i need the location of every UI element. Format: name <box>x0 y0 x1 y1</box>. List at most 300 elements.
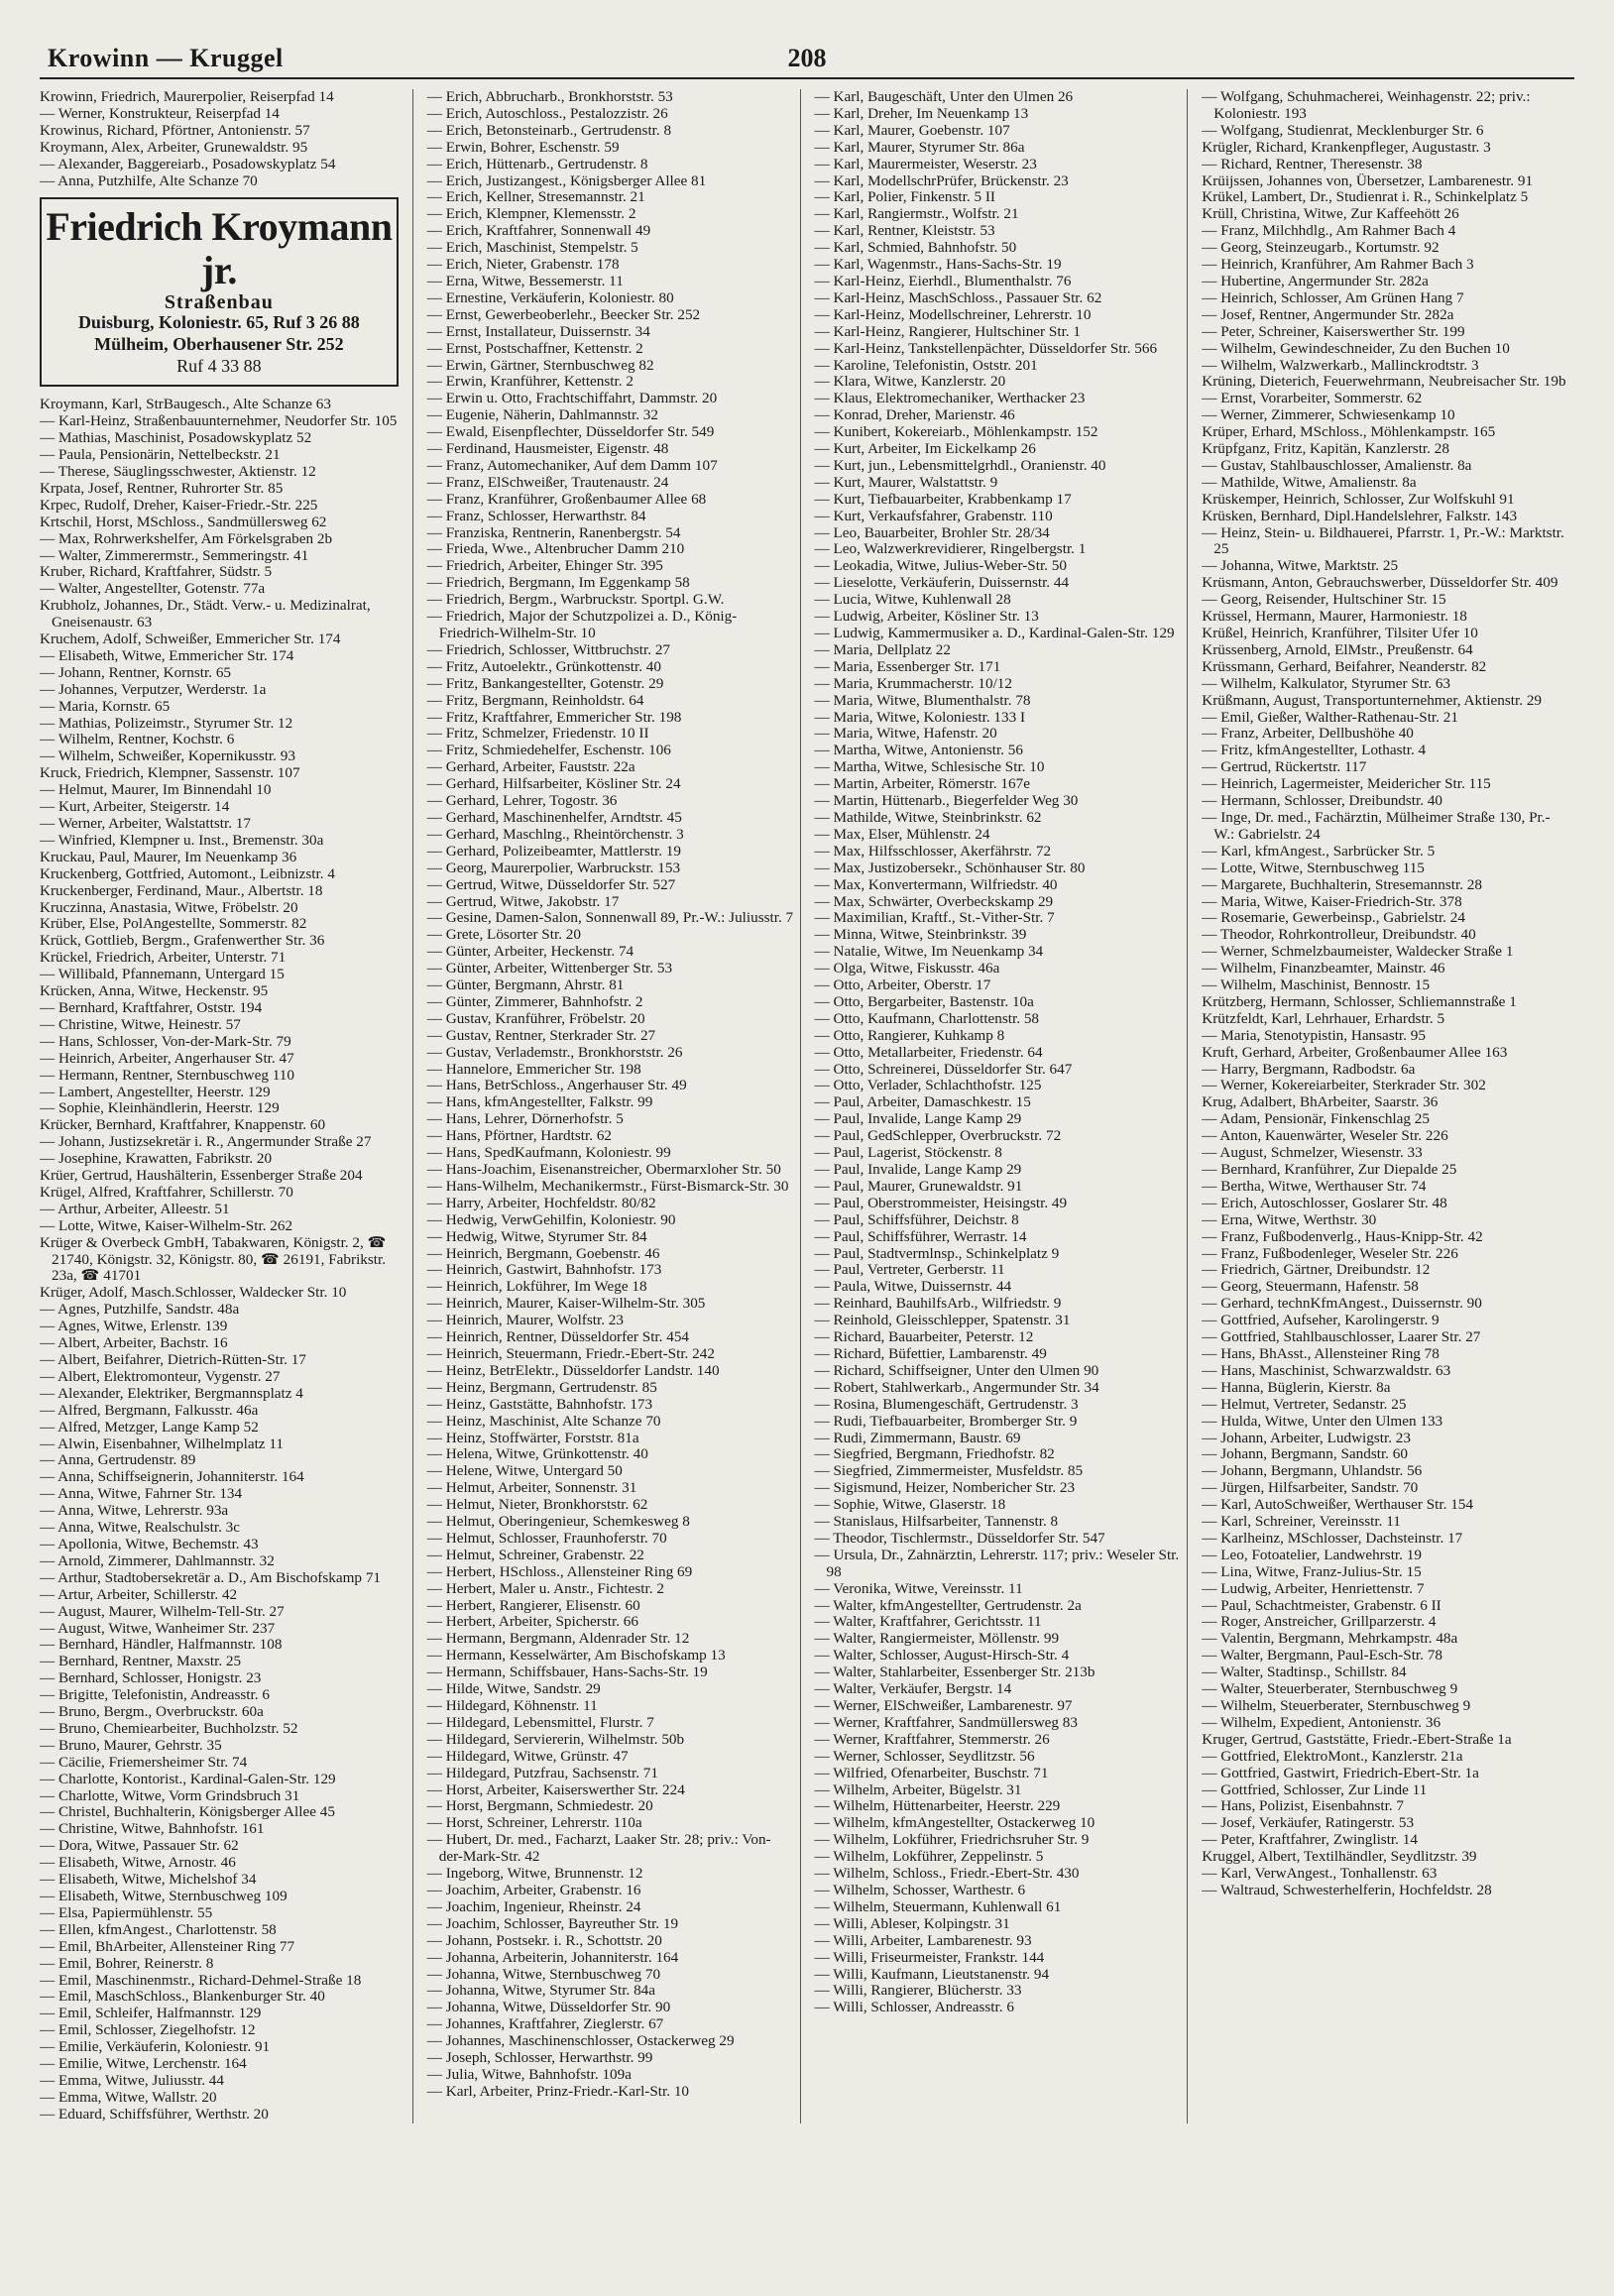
directory-entry: — Eduard, Schiffsführer, Werthstr. 20 <box>40 2105 269 2123</box>
directory-entry: — Erich, Betonsteinarb., Gertrudenstr. 8 <box>426 121 672 139</box>
directory-entry: — Rudi, Tiefbauarbeiter, Bromberger Str. 9 <box>814 1412 1078 1430</box>
directory-entry: — Friedrich, Arbeiter, Ehinger Str. 395 <box>426 557 663 575</box>
directory-entry: Krügler, Richard, Krankenpfleger, Augustastr. 3 <box>1202 138 1491 156</box>
directory-entry: — Johannes, Kraftfahrer, Zieglerstr. 67 <box>426 2015 664 2033</box>
directory-entry: — Bernhard, Schlosser, Honigstr. 23 <box>40 1669 262 1687</box>
directory-entry: — Joachim, Ingenieur, Rheinstr. 24 <box>426 1897 641 1915</box>
directory-entry: — Rosemarie, Gewerbeinsp., Gabrielstr. 24 <box>1202 909 1465 927</box>
directory-entry: — Helena, Witwe, Grünkottenstr. 40 <box>426 1445 648 1463</box>
directory-entry: — Helmut, Arbeiter, Sonnenstr. 31 <box>426 1479 637 1497</box>
directory-entry: — Kurt, Tiefbauarbeiter, Krabbenkamp 17 <box>814 490 1072 508</box>
directory-entry: — Ernestine, Verkäuferin, Koloniestr. 80 <box>426 288 674 306</box>
directory-entry: — Agnes, Putzhilfe, Sandstr. 48a <box>40 1301 240 1319</box>
directory-entry: — Ernst, Gewerbeoberlehr., Beecker Str. 252 <box>426 305 701 323</box>
directory-entry: — Hermann, Rentner, Sternbuschweg 110 <box>40 1066 294 1084</box>
directory-entry: — Kurt, Verkaufsfahrer, Grabenstr. 110 <box>814 507 1053 524</box>
directory-entry: Krüber, Else, PolAngestellte, Sommerstr. 82 <box>40 915 307 933</box>
directory-entry: Kruckenberg, Gottfried, Automont., Leibnizstr. 4 <box>40 864 335 882</box>
directory-entry: — Mathilde, Witwe, Steinbrinkstr. 62 <box>814 808 1042 826</box>
directory-entry: — Reinhold, Gleisschlepper, Spatenstr. 31 <box>814 1312 1071 1329</box>
page-header <box>40 44 1574 79</box>
directory-entry: — Hermann, Schiffsbauer, Hans-Sachs-Str. 19 <box>426 1664 708 1681</box>
directory-entry: — Maria, Krummacherstr. 10/12 <box>814 674 1012 692</box>
directory-entry: — Dora, Witwe, Passauer Str. 62 <box>40 1837 239 1855</box>
directory-entry: — Kurt, Arbeiter, Im Eickelkamp 26 <box>814 440 1036 458</box>
directory-entry: — Sophie, Witwe, Glaserstr. 18 <box>814 1496 1006 1514</box>
directory-entry: — Gerhard, Hilfsarbeiter, Kösliner Str. 24 <box>426 775 681 793</box>
directory-entry: — Natalie, Witwe, Im Neuenkamp 34 <box>814 943 1044 961</box>
directory-entry: — Grete, Lösorter Str. 20 <box>426 926 581 944</box>
directory-entry: — Erich, Autoschloss., Pestalozzistr. 26 <box>426 104 668 122</box>
directory-entry: — Heinrich, Maurer, Wolfstr. 23 <box>426 1312 624 1329</box>
directory-entry: — Reinhard, BauhilfsArb., Wilfriedstr. 9 <box>814 1295 1062 1313</box>
running-head: Krowinn — Kruggel <box>48 44 284 72</box>
directory-entry: — Erich, Hüttenarb., Gertrudenstr. 8 <box>426 155 648 172</box>
directory-entry: — Jürgen, Hilfsarbeiter, Sandstr. 70 <box>1202 1479 1419 1497</box>
directory-entry: — Karl, Schreiner, Vereinsstr. 11 <box>1202 1513 1401 1531</box>
directory-entry: — Wilhelm, Maschinist, Bennostr. 15 <box>1202 976 1431 994</box>
directory-entry: — Werner, Kraftfahrer, Stemmerstr. 26 <box>814 1730 1050 1748</box>
directory-entry: Krüskemper, Heinrich, Schlosser, Zur Wolfskuhl 91 <box>1202 490 1515 508</box>
directory-entry: — Ludwig, Arbeiter, Henriettenstr. 7 <box>1202 1579 1425 1597</box>
directory-entry: — Anna, Putzhilfe, Alte Schanze 70 <box>40 172 258 189</box>
directory-entry: — Heinrich, Steuermann, Friedr.-Ebert-Str. 242 <box>426 1344 715 1362</box>
directory-entry: — Ingeborg, Witwe, Brunnenstr. 12 <box>426 1865 643 1883</box>
directory-entry: — Karl, Polier, Finkenstr. 5 II <box>814 188 995 206</box>
directory-entry: — Gertrud, Rückertstr. 117 <box>1202 758 1367 776</box>
directory-entry: — Franz, Milchhdlg., Am Rahmer Bach 4 <box>1202 222 1456 240</box>
directory-entry: — Kurt, Maurer, Walstattstr. 9 <box>814 473 998 491</box>
directory-entry: — Gesine, Damen-Salon, Sonnenwall 89, Pr.-W.: Juliusstr. 7 <box>426 909 794 927</box>
directory-entry: — Karl-Heinz, Modellschreiner, Lehrerstr. 10 <box>814 305 1092 323</box>
directory-entry: — Eugenie, Näherin, Dahlmannstr. 32 <box>426 406 658 424</box>
directory-entry: — Gerhard, Maschinenhelfer, Arndtstr. 45 <box>426 808 682 826</box>
directory-entry: — Maria, Essenberger Str. 171 <box>814 657 1001 675</box>
directory-entry: — Otto, Verlader, Schlachthofstr. 125 <box>814 1077 1042 1094</box>
directory-entry: — Karl, Dreher, Im Neuenkamp 13 <box>814 104 1029 122</box>
directory-entry: — Paul, Vertreter, Gerberstr. 11 <box>814 1261 1005 1279</box>
directory-entry: — Erich, Maschinist, Stempelstr. 5 <box>426 239 638 257</box>
directory-entry: — Bruno, Maurer, Gehrstr. 35 <box>40 1736 222 1754</box>
directory-entry: — Karl, VerwAngest., Tonhallenstr. 63 <box>1202 1865 1438 1883</box>
directory-entry: — August, Maurer, Wilhelm-Tell-Str. 27 <box>40 1602 285 1620</box>
directory-entry: — Maria, Witwe, Hafenstr. 20 <box>814 725 997 743</box>
directory-entry: Krützfeldt, Karl, Lehrhauer, Erhardstr. 5 <box>1202 1009 1445 1027</box>
directory-entry: — Arnold, Zimmerer, Dahlmannstr. 32 <box>40 1551 275 1569</box>
directory-entry: — Otto, Kaufmann, Charlottenstr. 58 <box>814 1009 1040 1027</box>
directory-entry: Krpec, Rudolf, Dreher, Kaiser-Friedr.-Str. 225 <box>40 496 318 514</box>
column-2 <box>427 89 801 2124</box>
directory-entry: — Paula, Pensionärin, Nettelbeckstr. 21 <box>40 446 281 464</box>
directory-entry: — Klaus, Elektromechaniker, Werthacker 23 <box>814 390 1086 407</box>
directory-entry: — Bernhard, Rentner, Maxstr. 25 <box>40 1653 242 1670</box>
directory-entry: — Gerhard, technKfmAngest., Duissernstr. 90 <box>1202 1295 1482 1313</box>
directory-entry: Kruckenberger, Ferdinand, Maur., Albertstr. 18 <box>40 881 323 899</box>
directory-entry: — Albert, Arbeiter, Bachstr. 16 <box>40 1334 228 1352</box>
directory-entry: — Albert, Elektromonteur, Vygenstr. 27 <box>40 1367 281 1385</box>
directory-entry: — Olga, Witwe, Fiskusstr. 46a <box>814 960 1000 977</box>
directory-entry: — Johann, Bergmann, Sandstr. 60 <box>1202 1445 1408 1463</box>
directory-entry: — Otto, Schreinerei, Düsseldorfer Str. 647 <box>814 1060 1073 1078</box>
directory-entry: — Paul, Schachtmeister, Grabenstr. 6 II <box>1202 1596 1441 1614</box>
directory-entry: — Anna, Witwe, Lehrerstr. 93a <box>40 1502 229 1520</box>
directory-entry: — Otto, Metallarbeiter, Friedenstr. 64 <box>814 1043 1043 1061</box>
directory-entry: — Minna, Witwe, Steinbrinkstr. 39 <box>814 926 1027 944</box>
directory-entry: — Paula, Witwe, Duissernstr. 44 <box>814 1278 1012 1296</box>
directory-entry: — Emil, MaschSchloss., Blankenburger Str. 40 <box>40 1988 325 2006</box>
directory-entry: — Wilhelm, Arbeiter, Bügelstr. 31 <box>814 1780 1022 1798</box>
directory-entry: — Cäcilie, Friemersheimer Str. 74 <box>40 1753 248 1771</box>
directory-entry: — Maria, Witwe, Kaiser-Friedrich-Str. 378 <box>1202 892 1462 910</box>
directory-entry: — Hulda, Witwe, Unter den Ulmen 133 <box>1202 1412 1443 1430</box>
directory-entry: — Franziska, Rentnerin, Ranenbergstr. 54 <box>426 523 681 541</box>
directory-entry: — Willi, Rangierer, Blücherstr. 33 <box>814 1982 1022 2000</box>
directory-entry: — Wilhelm, Lokführer, Friedrichsruher Str. 9 <box>814 1831 1090 1849</box>
directory-entry: — Karl, Maurer, Styrumer Str. 86a <box>814 138 1025 156</box>
directory-entry: — Günter, Arbeiter, Wittenberger Str. 53 <box>426 960 673 977</box>
directory-entry: — Johanna, Witwe, Düsseldorfer Str. 90 <box>426 1999 671 2016</box>
directory-entry: — Max, Rohrwerkshelfer, Am Förkelsgraben 2b <box>40 529 333 547</box>
directory-entry: — Heinz, Stoffwärter, Forststr. 81a <box>426 1429 639 1446</box>
directory-entry: — Karl, Arbeiter, Prinz-Friedr.-Karl-Str. 10 <box>426 2082 690 2100</box>
directory-entry: Krüger, Adolf, Masch.Schlosser, Waldecker Str. 10 <box>40 1284 347 1302</box>
directory-entry: — Gustav, Kranführer, Fröbelstr. 20 <box>426 1009 645 1027</box>
directory-entry: — Wilhelm, Rentner, Kochstr. 6 <box>40 731 235 748</box>
directory-entry: — Martha, Witwe, Antonienstr. 56 <box>814 742 1023 759</box>
directory-entry: — Heinrich, Lokführer, Im Wege 18 <box>426 1278 647 1296</box>
directory-entry: — Paul, Oberstrommeister, Heisingstr. 49 <box>814 1194 1068 1211</box>
directory-entry: — Alexander, Elektriker, Bergmannsplatz 4 <box>40 1384 303 1402</box>
directory-entry: Krug, Adalbert, BhArbeiter, Saarstr. 36 <box>1202 1093 1439 1111</box>
directory-entry: Krücker, Bernhard, Kraftfahrer, Knappenstr. 60 <box>40 1116 326 1134</box>
directory-entry: Krpata, Josef, Rentner, Ruhrorter Str. 85 <box>40 479 284 497</box>
directory-entry: — Horst, Arbeiter, Kaiserswerther Str. 224 <box>426 1780 685 1798</box>
directory-entry: — Karl, Baugeschäft, Unter den Ulmen 26 <box>814 88 1074 105</box>
directory-entry: — Winfried, Klempner u. Inst., Bremenstr. 30a <box>40 831 324 849</box>
directory-entry: — Georg, Steinzeugarb., Kortumstr. 92 <box>1202 239 1440 257</box>
directory-entry: — Franz, Schlosser, Herwarthstr. 84 <box>426 507 646 524</box>
directory-entry: Kruczinna, Anastasia, Witwe, Fröbelstr. 20 <box>40 898 298 916</box>
directory-entry: — Sophie, Kleinhändlerin, Heerstr. 129 <box>40 1099 280 1117</box>
directory-entry: — Karl, Maurermeister, Weserstr. 23 <box>814 155 1037 172</box>
directory-entry: — Elisabeth, Witwe, Sternbuschweg 109 <box>40 1888 288 1904</box>
directory-entry: — Heinz, Gaststätte, Bahnhofstr. 173 <box>426 1395 653 1413</box>
directory-entry: — Helmut, Schreiner, Grabenstr. 22 <box>426 1546 644 1563</box>
directory-entry: — Bernhard, Händler, Halfmannstr. 108 <box>40 1636 283 1654</box>
directory-entry: — Ludwig, Arbeiter, Kösliner Str. 13 <box>814 608 1039 626</box>
directory-entry: — Robert, Stahlwerkarb., Angermunder Str. 34 <box>814 1378 1099 1396</box>
directory-entry: — Fritz, Schmelzer, Friedenstr. 10 II <box>426 725 649 743</box>
directory-entry: — Georg, Maurerpolier, Warbruckstr. 153 <box>426 859 681 876</box>
directory-entry: Krützberg, Hermann, Schlosser, Schliemannstraße 1 <box>1202 992 1517 1010</box>
directory-entry: — Otto, Rangierer, Kuhkamp 8 <box>814 1026 1005 1044</box>
directory-entry: — Richard, Bauarbeiter, Peterstr. 12 <box>814 1328 1034 1346</box>
directory-entry: — Fritz, Schmiedehelfer, Eschenstr. 106 <box>426 742 671 759</box>
directory-entry: — Karl, kfmAngest., Sarbrücker Str. 5 <box>1202 842 1436 860</box>
directory-entry: — Erwin u. Otto, Frachtschiffahrt, Dammstr. 20 <box>426 390 718 407</box>
directory-entry: — Adam, Pensionär, Finkenschlag 25 <box>1202 1110 1430 1128</box>
directory-entry: — Walter, Rangiermeister, Möllenstr. 99 <box>814 1630 1060 1648</box>
directory-entry: — Franz, Automechaniker, Auf dem Damm 107 <box>426 456 718 474</box>
directory-entry: — Alexander, Baggereiarb., Posadowskyplatz 54 <box>40 155 336 172</box>
directory-entry: — Erich, Abbrucharb., Bronkhorststr. 53 <box>426 88 673 105</box>
directory-entry: — Therese, Säuglingsschwester, Aktienstr. 12 <box>40 462 316 480</box>
directory-entry: — Gustav, Verlademstr., Bronkhorststr. 26 <box>426 1043 683 1061</box>
directory-entry: — Wilhelm, Schweißer, Kopernikusstr. 93 <box>40 747 295 765</box>
directory-entry: — Hans, Polizist, Eisenbahnstr. 7 <box>1202 1797 1405 1815</box>
directory-entry: — Werner, Kokereiarbeiter, Sterkrader Str. 302 <box>1202 1077 1486 1094</box>
directory-entry: — Werner, Arbeiter, Walstattstr. 17 <box>40 815 251 832</box>
directory-entry: — Friedrich, Bergm., Warbruckstr. Sportpl. G.W. <box>426 591 725 609</box>
directory-entry: — Fritz, Kraftfahrer, Emmericher Str. 198 <box>426 708 682 726</box>
directory-entry: — Erich, Kraftfahrer, Sonnenwall 49 <box>426 222 651 240</box>
directory-entry: — Christine, Witwe, Bahnhofstr. 161 <box>40 1820 265 1838</box>
directory-entry: — Max, Justizobersekr., Schönhauser Str. 80 <box>814 859 1086 876</box>
directory-entry: — Klara, Witwe, Kanzlerstr. 20 <box>814 373 1006 391</box>
directory-entry: — Siegfried, Bergmann, Friedhofstr. 82 <box>814 1445 1055 1463</box>
directory-entry: — Artur, Arbeiter, Schillerstr. 42 <box>40 1585 238 1603</box>
directory-entry: — Stanislaus, Hilfsarbeiter, Tannenstr. 8 <box>814 1513 1059 1531</box>
directory-entry: — Erwin, Bohrer, Eschenstr. 59 <box>426 138 620 156</box>
directory-entry: — Helmut, Oberingenieur, Schemkesweg 8 <box>426 1513 690 1531</box>
directory-entry: — Karl, Wagenmstr., Hans-Sachs-Str. 19 <box>814 256 1062 274</box>
directory-entry: — Erich, Kellner, Stresemannstr. 21 <box>426 188 645 206</box>
directory-entry: — Werner, Zimmerer, Schwiesenkamp 10 <box>1202 406 1455 424</box>
directory-entry: — Valentin, Bergmann, Mehrkampstr. 48a <box>1202 1630 1458 1648</box>
directory-entry: — Erna, Witwe, Werthstr. 30 <box>1202 1210 1377 1228</box>
directory-entry: — Lucia, Witwe, Kuhlenwall 28 <box>814 591 1011 609</box>
directory-entry: — Josephine, Krawatten, Fabrikstr. 20 <box>40 1150 273 1168</box>
directory-entry: — Walter, Zimmerermstr., Semmeringstr. 41 <box>40 546 309 564</box>
directory-entry: Kruger, Gertrud, Gaststätte, Friedr.-Ebert-Straße 1a <box>1202 1730 1512 1748</box>
directory-entry: — Konrad, Dreher, Marienstr. 46 <box>814 406 1015 424</box>
directory-entry: — Werner, Schmelzbaumeister, Waldecker Straße 1 <box>1202 943 1514 961</box>
directory-entry: — Mathias, Maschinist, Posadowskyplatz 52 <box>40 429 312 447</box>
directory-entry: — Wilhelm, Finanzbeamter, Mainstr. 46 <box>1202 960 1445 977</box>
directory-entry: — Franz, Arbeiter, Dellbushöhe 40 <box>1202 725 1414 743</box>
directory-entry: — Friedrich, Gärtner, Dreibundstr. 12 <box>1202 1261 1431 1279</box>
directory-entry: Krüijssen, Johannes von, Übersetzer, Lambarenestr. 91 <box>1202 172 1534 189</box>
directory-entry: — Karl, Schmied, Bahnhofstr. 50 <box>814 239 1017 257</box>
directory-entry: — Wilhelm, Lokführer, Zeppelinstr. 5 <box>814 1848 1044 1866</box>
directory-entry: — Johannes, Maschinenschlosser, Ostackerweg 29 <box>426 2032 735 2050</box>
directory-entry: Krüßel, Heinrich, Kranführer, Tilsiter Ufer 10 <box>1202 625 1478 641</box>
directory-entry: — Willi, Ableser, Kolpingstr. 31 <box>814 1914 1010 1932</box>
directory-entry: — Erich, Autoschlosser, Goslarer Str. 48 <box>1202 1194 1447 1211</box>
directory-entry: — Franz, Fußbodenleger, Weseler Str. 226 <box>1202 1244 1458 1262</box>
directory-entry: — Willibald, Pfannemann, Untergard 15 <box>40 966 285 983</box>
directory-entry: — Martin, Hüttenarb., Biegerfelder Weg 30 <box>814 792 1079 810</box>
column-3 <box>815 89 1189 2124</box>
directory-entry: — Elisabeth, Witwe, Michelshof 34 <box>40 1871 257 1889</box>
directory-entry: — Walter, Schlosser, August-Hirsch-Str. 4 <box>814 1647 1070 1665</box>
directory-entry: — Herbert, Arbeiter, Spicherstr. 66 <box>426 1613 638 1631</box>
directory-entry: — Ferdinand, Hausmeister, Eigenstr. 48 <box>426 440 669 458</box>
directory-entry: — Karl, ModellschrPrüfer, Brückenstr. 23 <box>814 172 1069 189</box>
directory-entry: — Hildegard, Witwe, Grünstr. 47 <box>426 1747 629 1765</box>
directory-entry: — Paul, Stadtvermlnsp., Schinkelplatz 9 <box>814 1244 1060 1262</box>
directory-entry: — Christine, Witwe, Heinestr. 57 <box>40 1015 241 1033</box>
directory-entry: — Apollonia, Witwe, Bechemstr. 43 <box>40 1535 259 1552</box>
directory-entry: — Wilhelm, Gewindeschneider, Zu den Buchen 10 <box>1202 339 1510 357</box>
directory-entry: Krüsken, Bernhard, Dipl.Handelslehrer, Falkstr. 143 <box>1202 507 1518 524</box>
directory-entry: — Elsa, Papiermühlenstr. 55 <box>40 1903 213 1921</box>
directory-entry: — Gustav, Rentner, Sterkrader Str. 27 <box>426 1026 656 1044</box>
directory-entry: — Wilhelm, kfmAngestellter, Ostackerweg 10 <box>814 1814 1095 1832</box>
directory-entry: — Hildegard, Serviererin, Wilhelmstr. 50b <box>426 1730 685 1748</box>
directory-entry: — Walter, Stadtinsp., Schillstr. 84 <box>1202 1664 1407 1681</box>
directory-entry: — Erich, Justizangest., Königsberger Allee 81 <box>426 172 707 189</box>
directory-entry: — Richard, Schiffseigner, Unter den Ulmen 90 <box>814 1361 1099 1379</box>
directory-entry: — Paul, Arbeiter, Damaschkestr. 15 <box>814 1093 1031 1111</box>
directory-entry: — Walter, Stahlarbeiter, Essenberger Str. 213b <box>814 1664 1095 1681</box>
directory-entry: — Ellen, kfmAngest., Charlottenstr. 58 <box>40 1920 277 1938</box>
ad-address-2: Mülheim, Oberhausener Str. 252 <box>94 334 344 355</box>
directory-entry: — Kurt, Arbeiter, Steigerstr. 14 <box>40 798 230 816</box>
directory-entry: — Johann, Justizsekretär i. R., Angermunder Straße 27 <box>40 1133 372 1151</box>
directory-entry: — Willi, Kaufmann, Lieutstanenstr. 94 <box>814 1965 1050 1983</box>
directory-entry: — Emil, Gießer, Walther-Rathenau-Str. 21 <box>1202 708 1458 726</box>
directory-entry: — Paul, GedSchlepper, Overbruckstr. 72 <box>814 1127 1062 1145</box>
directory-entry: — Fritz, kfmAngestellter, Lothastr. 4 <box>1202 742 1427 759</box>
directory-entry: — Gottfried, ElektroMont., Kanzlerstr. 21a <box>1202 1747 1463 1765</box>
directory-entry: — Josef, Verkäufer, Ratingerstr. 53 <box>1202 1814 1415 1832</box>
directory-entry: — Lambert, Angestellter, Heerstr. 129 <box>40 1083 271 1100</box>
directory-entry: — Erwin, Gärtner, Sternbuschweg 82 <box>426 356 654 374</box>
directory-entry: Krüssel, Hermann, Maurer, Harmoniestr. 18 <box>1202 608 1467 626</box>
directory-entry: — Wilhelm, Schosser, Warthestr. 6 <box>814 1881 1026 1898</box>
directory-entry: — Helmut, Maurer, Im Binnendahl 10 <box>40 781 272 799</box>
directory-entry: — Heinrich, Kranführer, Am Rahmer Bach 3 <box>1202 256 1474 274</box>
directory-entry: Krüpfganz, Fritz, Kapitän, Kanzlerstr. 28 <box>1202 440 1449 458</box>
directory-entry: — Hans, BhAsst., Allensteiner Ring 78 <box>1202 1344 1440 1362</box>
directory-entry: Kruckau, Paul, Maurer, Im Neuenkamp 36 <box>40 848 297 865</box>
directory-entry: — Emil, Bohrer, Reinerstr. 8 <box>40 1954 214 1972</box>
directory-entry: — Gottfried, Aufseher, Karolingerstr. 9 <box>1202 1312 1440 1329</box>
directory-entry: — Günter, Bergmann, Ahrstr. 81 <box>426 976 625 994</box>
directory-entry: — Leo, Walzwerkrevidierer, Ringelbergstr. 1 <box>814 540 1087 558</box>
directory-entry: — Paul, Lagerist, Stöckenstr. 8 <box>814 1144 1002 1162</box>
directory-entry: — Ursula, Dr., Zahnärztin, Lehrerstr. 117; priv.: Weseler Str. 98 <box>814 1546 1180 1580</box>
directory-entry: — Otto, Bergarbeiter, Bastenstr. 10a <box>814 992 1034 1010</box>
directory-entry: — Wilhelm, Steuermann, Kuhlenwall 61 <box>814 1897 1062 1915</box>
directory-entry: — Karl-Heinz, Tankstellenpächter, Düsseldorfer Str. 566 <box>814 339 1158 357</box>
directory-entry: — Georg, Steuermann, Hafenstr. 58 <box>1202 1278 1419 1296</box>
directory-entry: Krüer, Gertrud, Haushälterin, Essenberger Straße 204 <box>40 1167 363 1185</box>
directory-entry: — Brigitte, Telefonistin, Andreasstr. 6 <box>40 1686 270 1704</box>
directory-entry: — Friedrich, Major der Schutzpolizei a. D., König-Friedrich-Wilhelm-Str. 10 <box>426 608 738 641</box>
directory-entry: — Walter, Bergmann, Paul-Esch-Str. 78 <box>1202 1647 1442 1665</box>
directory-entry: — Günter, Arbeiter, Heckenstr. 74 <box>426 943 634 961</box>
directory-entry: — Willi, Schlosser, Andreasstr. 6 <box>814 1999 1014 2016</box>
directory-entry: — Kunibert, Kokereiarb., Möhlenkampstr. 152 <box>814 423 1098 441</box>
directory-entry: — Mathias, Polizeimstr., Styrumer Str. 12 <box>40 714 293 732</box>
directory-entry: — Max, Schwärter, Overbeckskamp 29 <box>814 892 1054 910</box>
directory-entry: — Johannes, Verputzer, Werderstr. 1a <box>40 680 267 698</box>
directory-entry: — Richard, Rentner, Theresenstr. 38 <box>1202 155 1423 172</box>
column-4 <box>1202 89 1574 2124</box>
directory-entry: — Hans, Lehrer, Dörnerhofstr. 5 <box>426 1110 624 1128</box>
directory-entry: — Wilfried, Ofenarbeiter, Buschstr. 71 <box>814 1764 1049 1781</box>
directory-entry: — Friedrich, Bergmann, Im Eggenkamp 58 <box>426 574 690 592</box>
directory-entry: — Richard, Büfettier, Lambarenstr. 49 <box>814 1344 1047 1362</box>
directory-entry: — Johann, Arbeiter, Ludwigstr. 23 <box>1202 1429 1411 1446</box>
directory-entry: — Herbert, Rangierer, Elisenstr. 60 <box>426 1596 640 1614</box>
directory-entry: — Hildegard, Putzfrau, Sachsenstr. 71 <box>426 1764 658 1781</box>
directory-entry: — Johanna, Arbeiterin, Johanniterstr. 164 <box>426 1948 679 1966</box>
directory-entry: — Elisabeth, Witwe, Arnostr. 46 <box>40 1854 236 1872</box>
directory-entry: — Walter, kfmAngestellter, Gertrudenstr. 2a <box>814 1596 1082 1614</box>
directory-entry: — Hedwig, Witwe, Styrumer Str. 84 <box>426 1227 647 1245</box>
directory-entry: — Anton, Kauenwärter, Weseler Str. 226 <box>1202 1127 1448 1145</box>
directory-entry: — Paul, Invalide, Lange Kamp 29 <box>814 1110 1022 1128</box>
directory-entry: — Roger, Anstreicher, Grillparzerstr. 4 <box>1202 1613 1437 1631</box>
directory-entry: Kroymann, Karl, StrBaugesch., Alte Schanze 63 <box>40 396 331 413</box>
directory-entry: — Gertrud, Witwe, Düsseldorfer Str. 527 <box>426 875 676 893</box>
directory-entry: — Walter, Kraftfahrer, Gerichtsstr. 11 <box>814 1613 1042 1631</box>
directory-entry: — Bernhard, Kraftfahrer, Oststr. 194 <box>40 998 263 1016</box>
directory-entry: — Gerhard, Arbeiter, Fauststr. 22a <box>426 758 635 776</box>
directory-entry: — Helene, Witwe, Untergard 50 <box>426 1462 623 1480</box>
directory-entry: — Lieselotte, Verkäuferin, Duissernstr. 44 <box>814 574 1070 592</box>
directory-entry: — Heinrich, Maurer, Kaiser-Wilhelm-Str. 305 <box>426 1295 706 1313</box>
directory-entry: — Bruno, Bergm., Overbruckstr. 60a <box>40 1703 264 1721</box>
directory-entry: — Helmut, Schlosser, Fraunhoferstr. 70 <box>426 1529 667 1547</box>
directory-entry: — Willi, Friseurmeister, Frankstr. 144 <box>814 1948 1045 1966</box>
directory-entry: — Johann, Rentner, Kornstr. 65 <box>40 663 232 681</box>
directory-entry: — Max, Konvertermann, Wilfriedstr. 40 <box>814 875 1058 893</box>
directory-entry: — Karl-Heinz, MaschSchloss., Passauer Str. 62 <box>814 288 1102 306</box>
directory-entry: — Franz, Fußbodenverlg., Haus-Knipp-Str. 42 <box>1202 1227 1483 1245</box>
directory-entry: — Wilhelm, Schloss., Friedr.-Ebert-Str. 430 <box>814 1865 1080 1883</box>
directory-entry: Krück, Gottlieb, Bergm., Grafenwerther Str. 36 <box>40 932 325 950</box>
directory-entry: — Albert, Beifahrer, Dietrich-Rütten-Str. 17 <box>40 1351 306 1368</box>
directory-entry: — Theodor, Tischlermstr., Düsseldorfer Str. 547 <box>814 1529 1105 1547</box>
directory-entry: — Paul, Schiffsführer, Deichstr. 8 <box>814 1210 1019 1228</box>
directory-entry: — Charlotte, Kontorist., Kardinal-Galen-Str. 129 <box>40 1770 336 1787</box>
directory-entry: — Hans, Maschinist, Schwarzwaldstr. 63 <box>1202 1361 1451 1379</box>
directory-entry: — Frieda, Wwe., Altenbrucher Damm 210 <box>426 540 685 558</box>
directory-entry: — Paul, Schiffsführer, Werrastr. 14 <box>814 1227 1027 1245</box>
directory-entry: Krückel, Friedrich, Arbeiter, Unterstr. 71 <box>40 949 287 967</box>
directory-entry: Krowinus, Richard, Pförtner, Antonienstr. 57 <box>40 121 310 139</box>
directory-entry: — Johanna, Witwe, Marktstr. 25 <box>1202 557 1399 575</box>
directory-entry: — Friedrich, Schlosser, Wittbruchstr. 27 <box>426 640 671 658</box>
directory-entry: — Siegfried, Zimmermeister, Musfeldstr. 85 <box>814 1462 1084 1480</box>
directory-entry: — Maria, Stenotypistin, Hansastr. 95 <box>1202 1026 1426 1044</box>
directory-entry: — Wilhelm, Kalkulator, Styrumer Str. 63 <box>1202 674 1451 692</box>
directory-entry: — Martha, Witwe, Schlesische Str. 10 <box>814 758 1045 776</box>
directory-entry: — Arthur, Stadtobersekretär a. D., Am Bischofskamp 71 <box>40 1568 382 1586</box>
directory-entry: — Hanna, Büglerin, Kierstr. 8a <box>1202 1378 1391 1396</box>
directory-entry: — Julia, Witwe, Bahnhofstr. 109a <box>426 2065 632 2083</box>
directory-entry: — Werner, Schlosser, Seydlitzstr. 56 <box>814 1747 1035 1765</box>
directory-entry: — Herbert, Maler u. Anstr., Fichtestr. 2 <box>426 1579 664 1597</box>
directory-entry: — Heinrich, Rentner, Düsseldorfer Str. 454 <box>426 1328 690 1346</box>
directory-entry: — Josef, Rentner, Angermunder Str. 282a <box>1202 305 1454 323</box>
directory-entry: Krüning, Dieterich, Feuerwehrmann, Neubreisacher Str. 19b <box>1202 373 1566 391</box>
directory-entry: Krüssmann, Gerhard, Beifahrer, Neanderstr. 82 <box>1202 657 1487 675</box>
directory-entry: — Anna, Gertrudenstr. 89 <box>40 1451 196 1469</box>
column-1-entries <box>40 397 406 2123</box>
directory-entry: — Johanna, Witwe, Sternbuschweg 70 <box>426 1965 661 1983</box>
directory-entry: — Paul, Maurer, Grunewaldstr. 91 <box>814 1177 1023 1195</box>
directory-entry: — Johann, Bergmann, Uhlandstr. 56 <box>1202 1462 1423 1480</box>
directory-entry: — Emil, BhArbeiter, Allensteiner Ring 77 <box>40 1937 295 1955</box>
directory-entry: — Horst, Schreiner, Lehrerstr. 110a <box>426 1814 642 1832</box>
directory-entry: — Johanna, Witwe, Styrumer Str. 84a <box>426 1982 656 2000</box>
directory-entry: — Hans-Joachim, Eisenanstreicher, Obermarxloher Str. 50 <box>426 1161 781 1178</box>
